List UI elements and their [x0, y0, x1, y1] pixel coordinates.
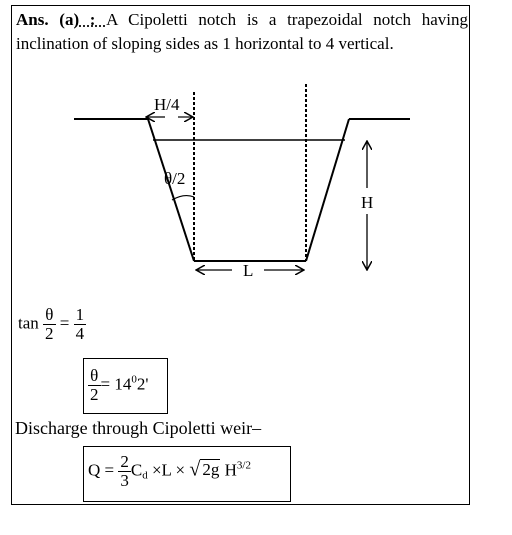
- coefficient-subscript: d: [142, 469, 148, 482]
- fraction-denominator: 3: [120, 471, 129, 490]
- equation-tan: [18, 306, 86, 343]
- h4-label: H/4: [154, 95, 180, 114]
- angle-label: θ/2: [164, 169, 186, 188]
- one-quarter-fraction: [74, 306, 87, 343]
- sqrt-body: 2g: [202, 460, 220, 480]
- fraction-numerator: θ: [90, 366, 99, 385]
- fraction-numerator: θ: [45, 305, 54, 324]
- angle-result-box: [83, 358, 168, 414]
- degree-superscript: 0: [131, 373, 137, 386]
- theta-half-fraction: [88, 367, 101, 404]
- fraction-denominator: 2: [90, 385, 99, 404]
- coefficient-symbol: C: [130, 460, 143, 480]
- fraction-denominator: 4: [75, 324, 85, 343]
- head-symbol: H: [220, 460, 237, 480]
- head-exponent: 3/2: [236, 459, 251, 472]
- fraction-numerator: 1: [75, 305, 85, 324]
- theta-half-fraction: [43, 306, 56, 343]
- discharge-heading: Discharge through Cipoletti weir–: [15, 418, 262, 438]
- answer-label: Ans. (a): [16, 10, 80, 29]
- minutes-value: 2': [136, 374, 149, 394]
- l-label: L: [243, 261, 254, 280]
- discharge-formula-box: [83, 446, 291, 502]
- angle-arc: [172, 196, 194, 200]
- angle-value: = 14: [100, 374, 132, 394]
- h-label: H: [361, 193, 374, 212]
- times-length: ×L ×: [147, 460, 186, 480]
- tan-prefix: tan: [18, 313, 39, 333]
- answer-text: A Cipoletti notch is a trapezoidal notch having inclination of sloping sides as 1 horizontal to 4 vertical.: [16, 10, 468, 53]
- discharge-formula: [88, 453, 251, 490]
- sqrt-sign: √: [189, 458, 201, 481]
- answer-colon: :: [79, 10, 107, 29]
- equals-sign: =: [59, 313, 70, 333]
- equation-angle: [88, 367, 148, 404]
- fraction-denominator: 2: [45, 324, 54, 343]
- two-thirds-fraction: [118, 453, 131, 490]
- fraction-numerator: 2: [120, 452, 129, 471]
- formula-lhs: Q =: [88, 460, 115, 480]
